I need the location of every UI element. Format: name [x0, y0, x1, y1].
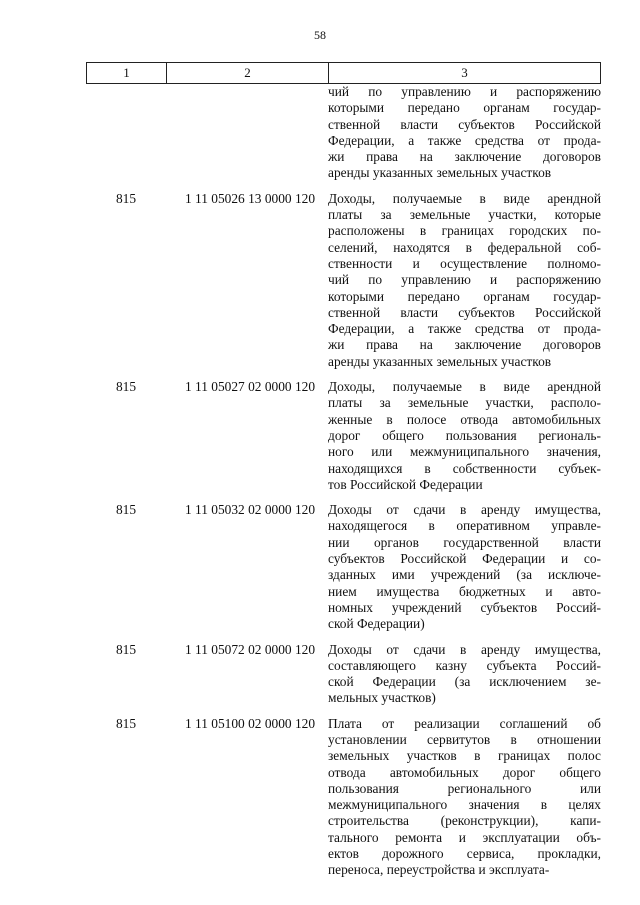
description-line: ской Федерации): [328, 616, 425, 632]
description-line: установлении сервитутов в отношении: [328, 731, 601, 747]
description-line: платы за земельные участки, располо-: [328, 395, 601, 411]
description-line: отвода автомобильных дорог общего: [328, 764, 601, 780]
description-line: переноса, переустройства и эксплуата-: [328, 862, 550, 878]
description-line: Доходы от сдачи в аренду имущества,: [328, 641, 601, 657]
description-line: составляющего казну субъекта Россий-: [328, 657, 601, 673]
description-line: ственной власти субъектов Российской: [328, 116, 601, 132]
description-line: находящихся в собственности субъек-: [328, 460, 601, 476]
description-cell: [328, 379, 601, 493]
description-line: пользования регионального или: [328, 780, 601, 796]
description-line: дорог общего пользования региональ-: [328, 427, 601, 443]
description-line: Доходы, получаемые в виде арендной: [328, 379, 601, 395]
header-col-1: 1: [87, 63, 167, 83]
table-row: [86, 716, 601, 879]
budget-code-cell: 1 11 05100 02 0000 120: [184, 715, 316, 731]
description-line: нием имущества бюджетных и авто-: [328, 583, 601, 599]
description-line: платы за земельные участки, которые: [328, 207, 601, 223]
description-line: аренды указанных земельных участков: [328, 353, 552, 369]
description-line: ственной власти субъектов Российской: [328, 304, 601, 320]
table-row: [86, 642, 601, 707]
budget-code-cell: 1 11 05072 02 0000 120: [184, 641, 316, 657]
description-line: тов Российской Федерации: [328, 476, 483, 492]
description-line: ственности и осуществление полномо-: [328, 255, 601, 271]
description-cell: [328, 642, 601, 707]
description-cell: [328, 191, 601, 370]
description-line: находящегося в оперативном управле-: [328, 518, 601, 534]
description-line: которыми передано органам государ-: [328, 100, 601, 116]
table-body: [86, 84, 601, 879]
admin-code-cell: 815: [115, 190, 137, 206]
row-gap: [86, 493, 601, 502]
description-line: строительства (реконструкции), капи-: [328, 813, 601, 829]
admin-code-cell: 815: [115, 379, 137, 395]
description-line: чий по управлению и распоряжению: [328, 84, 601, 99]
table-row: [86, 379, 601, 493]
description-line: Плата от реализации соглашений об: [328, 715, 601, 731]
description-line: межмуниципального значения в целях: [328, 797, 601, 813]
admin-code-cell: 815: [115, 502, 137, 518]
table-row: [86, 191, 601, 370]
description-line: которыми передано органам государ-: [328, 288, 601, 304]
description-line: земельных участков в границах полос: [328, 748, 601, 764]
description-line: номных учреждений субъектов Россий-: [328, 599, 601, 615]
description-line: тального ремонта и эксплуатации объ-: [328, 829, 601, 845]
row-gap: [86, 370, 601, 379]
admin-code-cell: [86, 84, 166, 182]
budget-code-cell: 1 11 05032 02 0000 120: [184, 502, 316, 518]
description-line: мельных участков): [328, 690, 436, 706]
description-cell: [328, 716, 601, 879]
description-line: ного или межмуниципального значения,: [328, 444, 601, 460]
description-line: ектов дорожного сервиса, прокладки,: [328, 846, 601, 862]
header-col-2: 2: [167, 63, 329, 83]
description-line: женные в полосе отвода автомобильных: [328, 411, 601, 427]
description-line: жи права на заключение договоров: [328, 337, 601, 353]
description-line: Федерации, а также средства от прода-: [328, 132, 601, 148]
admin-code-cell: 815: [115, 715, 137, 731]
table-row: [86, 84, 601, 182]
description-line: нии органов государственной власти: [328, 534, 601, 550]
row-gap: [86, 182, 601, 191]
description-cell: [328, 502, 601, 632]
page-number: 58: [314, 28, 326, 42]
row-gap: [86, 633, 601, 642]
admin-code-cell: 815: [115, 641, 137, 657]
description-line: селений, находятся в федеральной соб-: [328, 239, 601, 255]
header-col-3: 3: [461, 65, 468, 80]
description-line: расположены в границах городских по-: [328, 223, 601, 239]
description-line: аренды указанных земельных участков: [328, 165, 552, 181]
budget-code-cell: 1 11 05027 02 0000 120: [184, 379, 316, 395]
description-line: Доходы от сдачи в аренду имущества,: [328, 502, 601, 518]
description-line: Федерации, а также средства от прода-: [328, 321, 601, 337]
description-line: чий по управлению и распоряжению: [328, 272, 601, 288]
table-row: [86, 502, 601, 632]
budget-code-cell: [166, 84, 328, 182]
description-line: ской Федерации (за исключением зе-: [328, 674, 601, 690]
description-line: Доходы, получаемые в виде арендной: [328, 190, 601, 206]
description-line: зданных ими учреждений (за исключе-: [328, 567, 601, 583]
description-line: жи права на заключение договоров: [328, 149, 601, 165]
description-line: субъектов Российской Федерации и со-: [328, 551, 601, 567]
row-gap: [86, 707, 601, 716]
budget-code-cell: 1 11 05026 13 0000 120: [184, 190, 316, 206]
table-header: [86, 62, 601, 84]
description-cell: [328, 84, 601, 182]
